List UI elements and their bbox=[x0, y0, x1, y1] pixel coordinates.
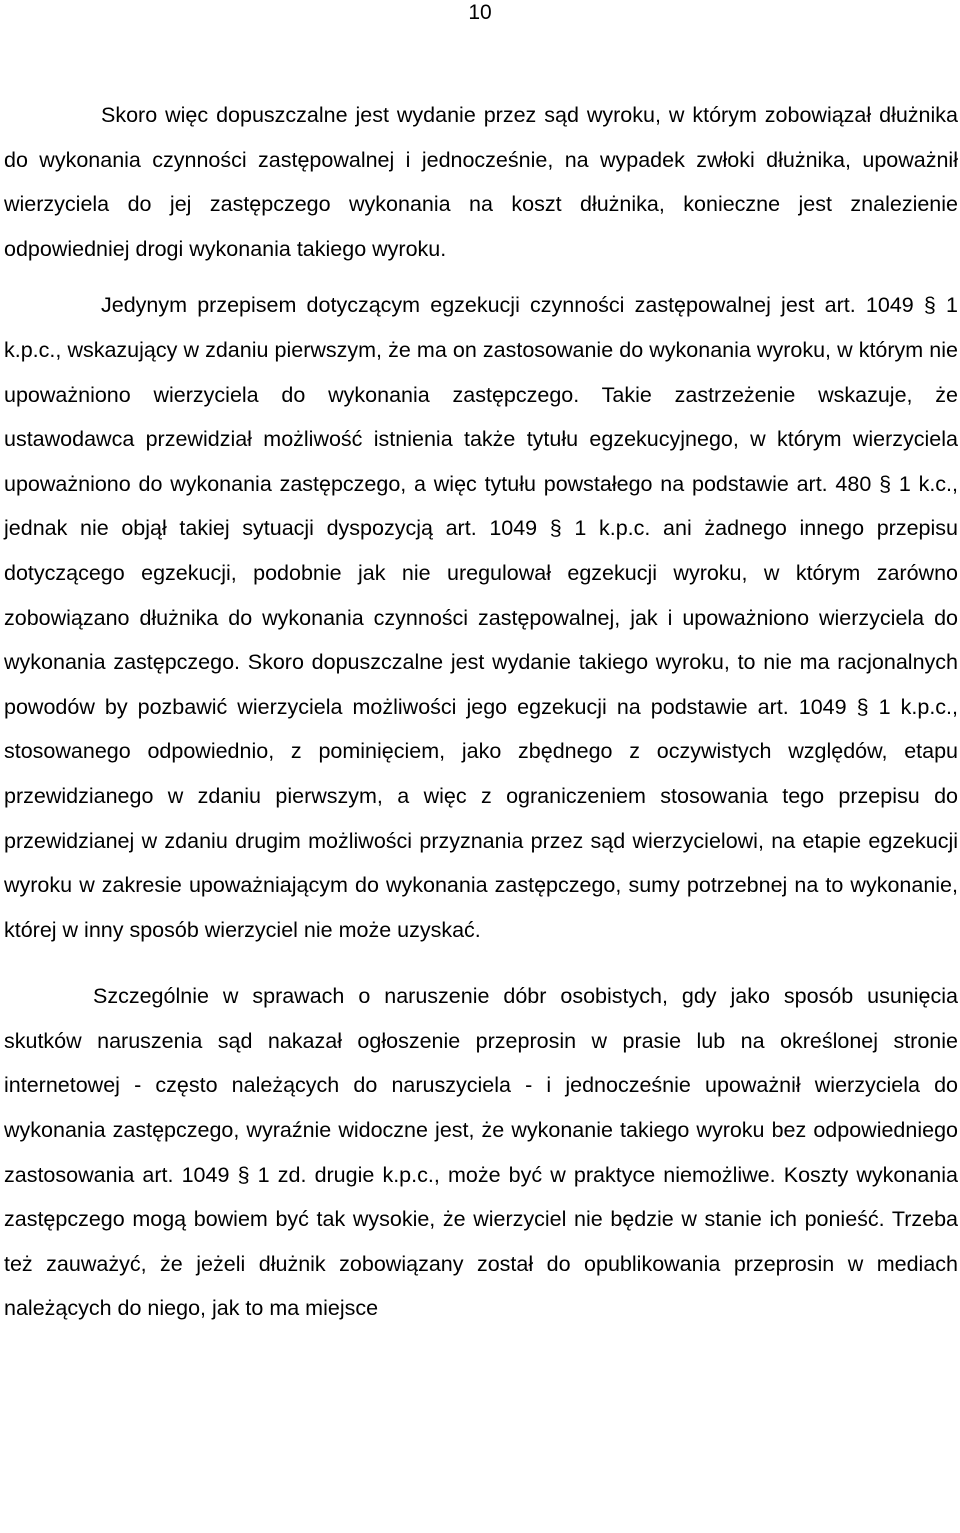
paragraph: Szczególnie w sprawach o naruszenie dóbr osobistych, gdy jako sposób usunięcia skutków naruszenia sąd nakazał ogłoszenie przeprosin w prasie lub na określonej stronie internetowej - często należących do naruszyciela - i jednocześnie upoważnił wierzyciela do wykonania zastępczego, wyraźnie widoczne jest, że wykonanie takiego wyroku bez odpowiedniego zastosowania art. 1049 § 1 zd. drugie k.p.c., może być w praktyce niemożliwe. Koszty wykonania zastępczego mogą bowiem być tak wysokie, że wierzyciel nie będzie w stanie ich ponieść. Trzeba też zauważyć, że jeżeli dłużnik zobowiązany został do opublikowania przeprosin w mediach należących do niego, jak to ma miejsce bbox=[4, 984, 958, 1321]
paragraph: Skoro więc dopuszczalne jest wydanie przez sąd wyroku, w którym zobowiązał dłużnika do wykonania czynności zastępowalnej i jednocześnie, na wypadek zwłoki dłużnika, upoważnił wierzyciela do jej zastępczego wykonania na koszt dłużnika, konieczne jest znalezienie odpowiedniej drogi wykonania takiego wyroku. bbox=[4, 103, 958, 261]
page-number: 10 bbox=[468, 1, 492, 24]
paragraph: Jedynym przepisem dotyczącym egzekucji czynności zastępowalnej jest art. 1049 § 1 k.p.c., wskazujący w zdaniu pierwszym, że ma on zastosowanie do wykonania wyroku, w którym nie upoważniono wierzyciela do wykonania zastępczego. Takie zastrzeżenie wskazuje, że ustawodawca przewidział możliwość istnienia także tytułu egzekucyjnego, w którym wierzyciela upoważniono do wykonania zastępczego, a więc tytułu powstałego na podstawie art. 480 § 1 k.c., jednak nie objął takiej sytuacji dyspozycją art. 1049 § 1 k.p.c. ani żadnego innego przepisu dotyczącego egzekucji, podobnie jak nie uregulował egzekucji wyroku, w którym zarówno zobowiązano dłużnika do wykonania czynności zastępowalnej, jak i upoważniono wierzyciela do wykonania zastępczego. Skoro dopuszczalne jest wydanie takiego wyroku, to nie ma racjonalnych powodów by pozbawić wierzyciela możliwości jego egzekucji na podstawie art. 1049 § 1 k.p.c., stosowanego odpowiednio, z pominięciem, jako zbędnego z oczywistych względów, etapu przewidzianego w zdaniu pierwszym, a więc z ograniczeniem stosowania tego przepisu do przewidzianej w zdaniu drugim możliwości przyznania przez sąd wierzycielowi, na etapie egzekucji wyroku w zakresie upoważniającym do wykonania zastępczego, sumy potrzebnej na to wykonanie, której w inny sposób wierzyciel nie może uzyskać. bbox=[4, 293, 958, 942]
document-body bbox=[4, 93, 958, 1331]
